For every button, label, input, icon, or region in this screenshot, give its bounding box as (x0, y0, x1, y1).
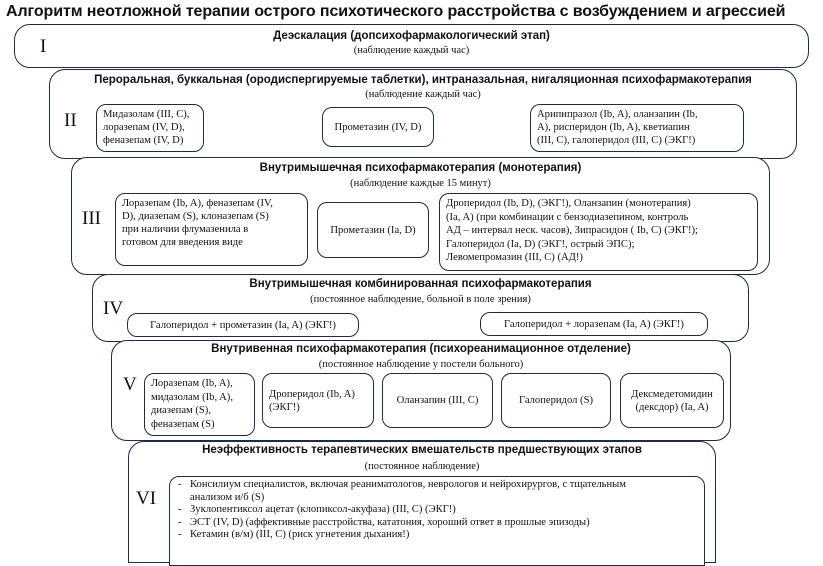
stage-6-roman: VI (136, 488, 157, 509)
stage-1-roman: I (40, 36, 47, 57)
stage-5-subtitle: (постоянное наблюдение у постели больного) (318, 359, 524, 370)
stage-2-roman: II (64, 110, 77, 131)
stage-2-box-benzodiazepines: Мидазолам (III, C), лоразепам (IV, D), феназепам (IV, D) (96, 104, 204, 152)
stage-2 (49, 69, 797, 159)
stage-5-box-dexmedetomidine: Дексмедетомидин (дексдор) (Ia, A) (620, 373, 724, 428)
stage-6-item-ketamine: - Кетамин (в/м) (III, C) (риск угнетения дыхания!) (174, 529, 700, 542)
stage-5-box-haloperidol: Галоперидол (S) (501, 373, 611, 428)
stage-5-roman: V (123, 374, 137, 395)
stage-3-title: Внутримышечная психофармакотерапия (монотерапия) (259, 162, 582, 174)
stage-5-box-droperidol: Дроперидол (Ib, A) (ЭКГ!) (262, 373, 374, 428)
stage-2-title: Пероральная, буккальная (ородиспергируемые таблетки), интраназальная, нигаляционная психофармакотерапия (94, 74, 752, 86)
stage-6-item-consilium: - Консилиум специалистов, включая реаниматологов, неврологов и нейрохирургов, с тщательным (174, 479, 700, 492)
stage-6-box-measures (169, 476, 705, 566)
stage-3-roman: III (82, 208, 101, 229)
stage-4-box-haloperidol-lorazepam: Галоперидол + лоразепам (Ia, A) (ЭКГ!) (480, 312, 708, 336)
stage-4-subtitle: (постоянное наблюдение, больной в поле зрения) (310, 294, 531, 305)
stage-6-title: Неэффективность терапевтических вмешательств предшествующих этапов (202, 444, 642, 456)
stage-3-subtitle: (наблюдение каждые 15 минут) (350, 178, 491, 189)
stage-6-item-ect: - ЭСТ (IV, D) (аффективные расстройства, кататония, хороший ответ в прошлые эпизоды) (174, 517, 700, 530)
stage-5-box-olanzapine: Оланзапин (III, C) (382, 373, 493, 428)
stage-3-box-promethazine: Прометазин (Ia, D) (317, 202, 429, 258)
stage-4 (92, 274, 749, 342)
stage-3-box-antipsychotics: Дроперидол (Ib, D), (ЭКГ!), Оланзапин (монотерапия) (Ia, A) (при комбинации с бензодиазепином, контроль АД – интервал неск. часов), Зипрасидон ( Ib, C) (ЭКГ!); Галоперидол (Ia, D) (ЭКГ!, острый ЭПС); Левомепромазин (III, C) (АД!) (439, 193, 758, 271)
stage-1-subtitle: (наблюдение каждый час) (353, 45, 470, 56)
stage-5-title: Внутривенная психофармакотерапия (психореанимационное отделение) (211, 343, 631, 355)
stage-2-box-promethazine: Прометазин (IV, D) (322, 107, 434, 147)
stage-2-box-antipsychotics: Арипипразол (Ib, A), оланзапин (Ib, A), рисперидон (Ib, A), кветиапин (III, C), галоперидол (III, C) (ЭКГ!) (530, 104, 744, 152)
stage-4-title: Внутримышечная комбинированная психофармакотерапия (249, 278, 592, 290)
stage-4-roman: IV (103, 298, 124, 319)
stage-5 (111, 340, 731, 441)
diagram-title: Алгоритм неотложной терапии острого психотического расстройства с возбуждением и агрессией (6, 3, 786, 20)
stage-6 (128, 441, 716, 563)
stage-1-title: Деэскалация (допсихофармакологический этап) (273, 30, 550, 42)
stage-6-item-zuclopenthixol: - Зуклопентиксол ацетат (клопиксол-акуфаза) (III, C) (ЭКГ!) (174, 504, 700, 517)
stage-6-subtitle: (постоянное наблюдение) (364, 461, 480, 472)
stage-3 (71, 157, 770, 275)
stage-6-item-consilium-cont: анализом и/б (S) (190, 491, 265, 503)
stage-2-subtitle: (наблюдение каждый час) (365, 89, 481, 100)
stage-4-box-haloperidol-promethazine: Галоперидол + прометазин (Ia, A) (ЭКГ!) (127, 313, 359, 337)
stage-3-box-benzodiazepines: Лоразепам (Ib, A), феназепам (IV, D), диазепам (S), клоназепам (S) при наличии флумазенила в готовом для введения виде (115, 193, 308, 266)
stage-5-box-benzodiazepines: Лоразепам (Ib, A), мидазолам (Ib, A), диазепам (S), феназепам (S) (144, 373, 255, 436)
stage-1 (14, 24, 809, 68)
